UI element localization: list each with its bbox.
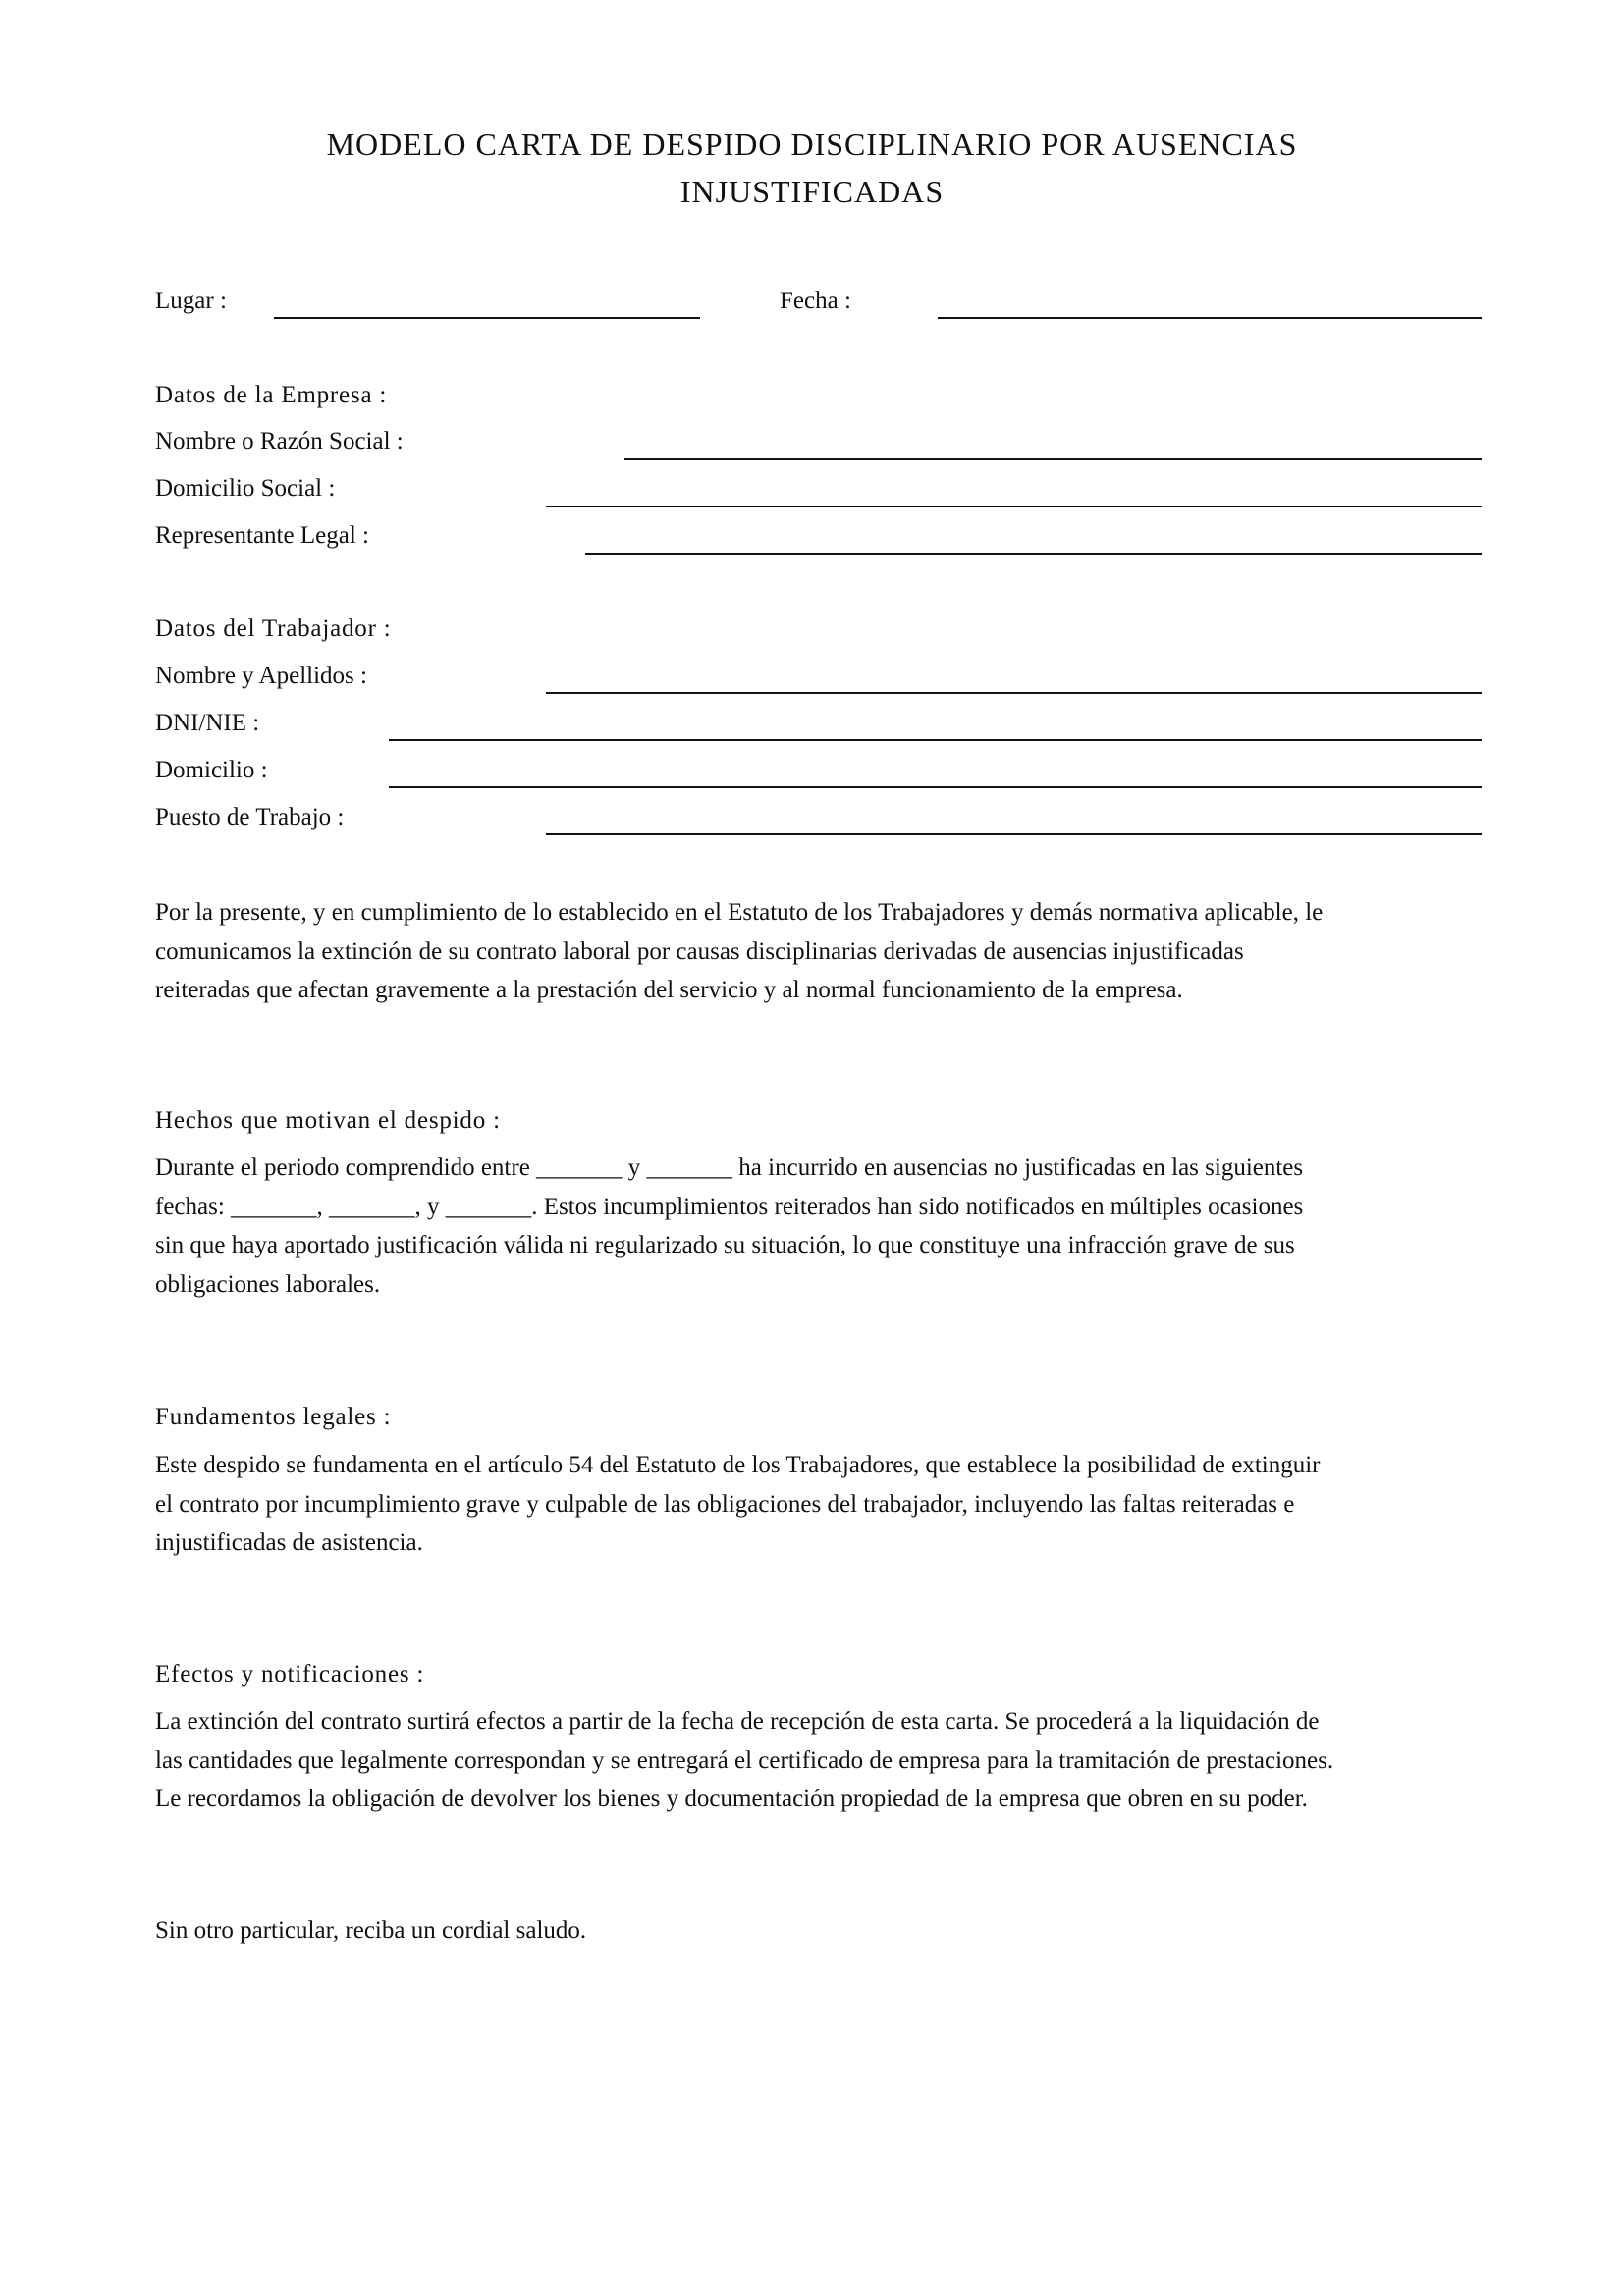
company-name-field[interactable]: [624, 458, 1482, 460]
date-field[interactable]: [938, 317, 1482, 319]
facts-line: Durante el periodo comprendido entre _______ y _______ ha incurrido en ausencias no justificadas en las siguientes: [155, 1154, 1304, 1181]
legal-paragraph: [155, 1446, 1490, 1563]
facts-line: obligaciones laborales.: [155, 1270, 381, 1298]
document-title-line-1: MODELO CARTA DE DESPIDO DISCIPLINARIO POR AUSENCIAS: [326, 127, 1298, 162]
worker-name-field[interactable]: [546, 692, 1482, 694]
document-title-line-2: INJUSTIFICADAS: [679, 174, 945, 209]
company-address-field[interactable]: [546, 506, 1482, 507]
company-representative-field[interactable]: [585, 553, 1482, 555]
facts-line: sin que haya aportado justificación válida ni regularizado su situación, lo que constituye una infracción grave de sus: [155, 1232, 1295, 1258]
worker-id-field[interactable]: [389, 739, 1482, 741]
effects-paragraph: [155, 1702, 1490, 1819]
worker-address-field[interactable]: [389, 786, 1482, 788]
effects-line: Le recordamos la obligación de devolver los bienes y documentación propiedad de la empresa que obren en su poder.: [155, 1786, 1308, 1812]
intro-line: Por la presente, y en cumplimiento de lo establecido en el Estatuto de los Trabajadores y demás normativa aplicable, le: [155, 899, 1324, 926]
company-name-label: Nombre o Razón Social :: [155, 428, 404, 454]
effects-line: las cantidades que legalmente correspondan y se entregará el certificado de empresa para la tramitación de prestaciones.: [155, 1746, 1334, 1774]
legal-line: el contrato por incumplimiento grave y culpable de las obligaciones del trabajador, incluyendo las faltas reiteradas e: [155, 1490, 1295, 1518]
closing-sentence: Sin otro particular, reciba un cordial saludo.: [155, 1917, 587, 1944]
worker-position-label: Puesto de Trabajo :: [155, 804, 345, 830]
place-label: Lugar :: [155, 288, 227, 314]
facts-paragraph: [155, 1148, 1490, 1304]
intro-line: reiteradas que afectan gravemente a la prestación del servicio y al normal funcionamiento de la empresa.: [155, 977, 1183, 1003]
company-address-label: Domicilio Social :: [155, 475, 336, 502]
worker-position-field[interactable]: [546, 833, 1482, 835]
intro-paragraph: [155, 893, 1490, 1010]
company-section-heading: Datos de la Empresa :: [155, 382, 388, 408]
intro-line: comunicamos la extinción de su contrato laboral por causas disciplinarias derivadas de ausencias injustificadas: [155, 937, 1244, 965]
worker-name-label: Nombre y Apellidos :: [155, 663, 367, 689]
company-representative-label: Representante Legal :: [155, 522, 369, 549]
facts-line: fechas: _______, _______, y _______. Estos incumplimientos reiterados han sido notificados en múltiples ocasiones: [155, 1193, 1304, 1220]
legal-line: injustificadas de asistencia.: [155, 1529, 423, 1556]
effects-heading: Efectos y notificaciones :: [155, 1661, 425, 1687]
facts-heading: Hechos que motivan el despido :: [155, 1107, 501, 1134]
worker-section-heading: Datos del Trabajador :: [155, 615, 392, 642]
effects-line: La extinción del contrato surtirá efectos a partir de la fecha de recepción de esta carta. Se procederá a la liquidación de: [155, 1708, 1320, 1735]
legal-line: Este despido se fundamenta en el artículo 54 del Estatuto de los Trabajadores, que establece la posibilidad de extinguir: [155, 1452, 1321, 1478]
place-field[interactable]: [274, 317, 700, 319]
legal-heading: Fundamentos legales :: [155, 1404, 392, 1430]
date-label: Fecha :: [780, 288, 851, 314]
worker-address-label: Domicilio :: [155, 757, 268, 783]
worker-id-label: DNI/NIE :: [155, 710, 260, 736]
